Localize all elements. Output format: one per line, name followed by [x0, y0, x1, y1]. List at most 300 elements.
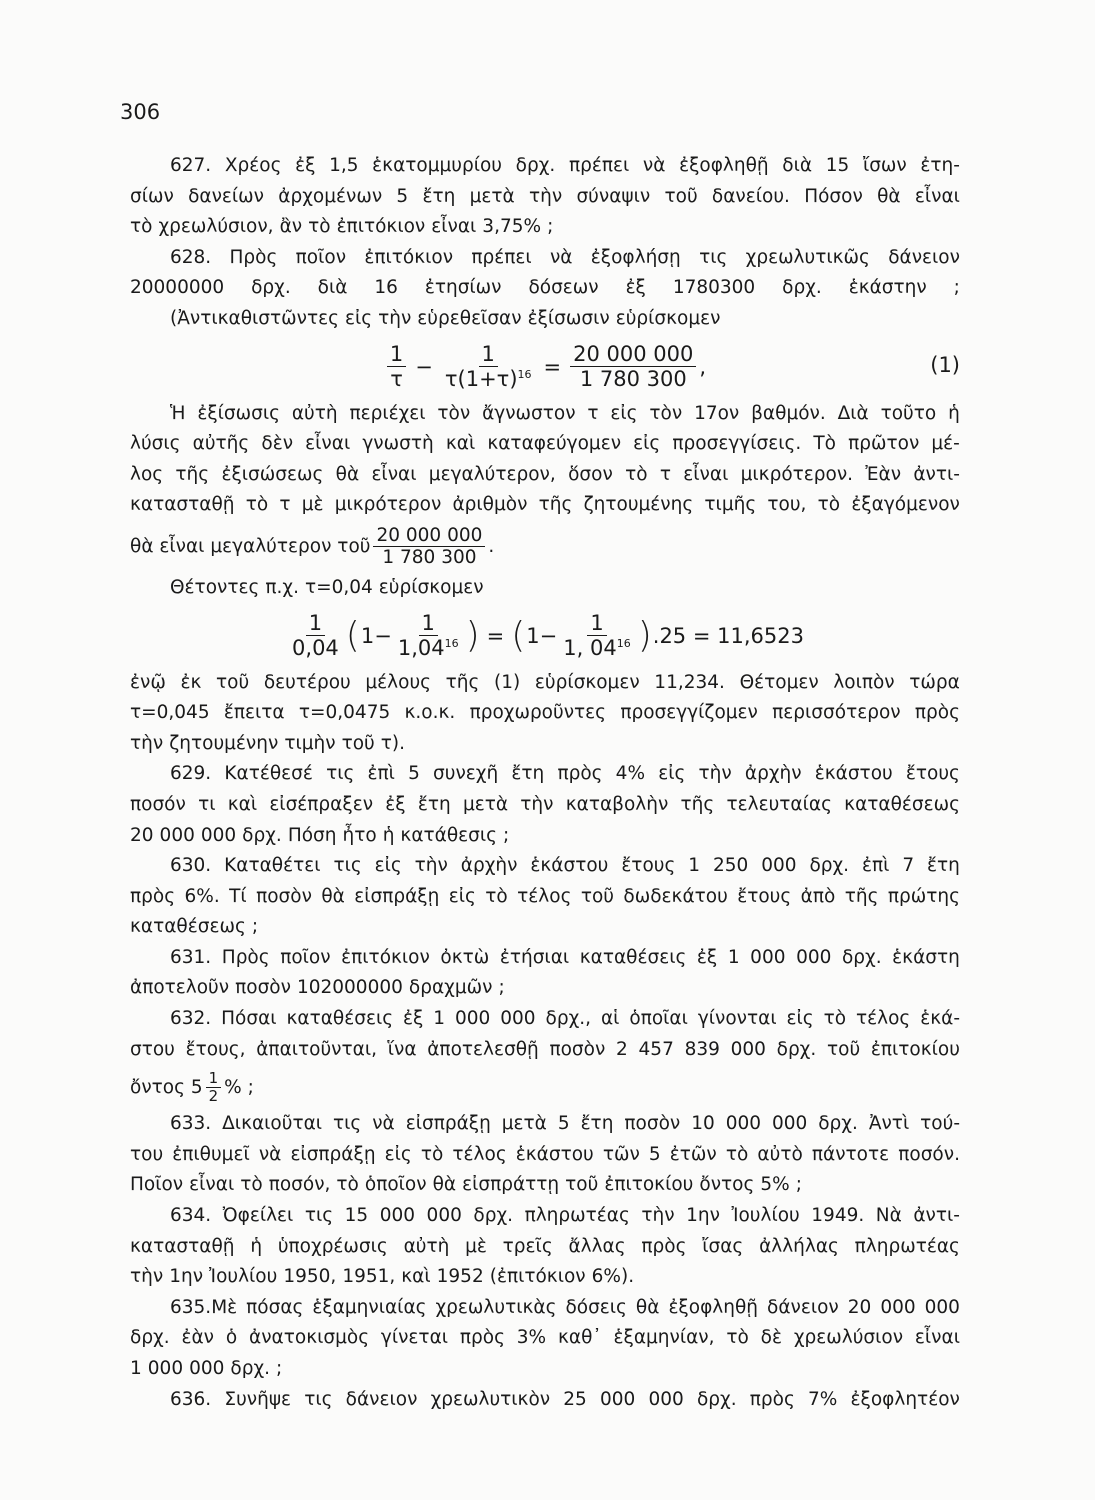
problem-629	[130, 759, 960, 851]
word: καταθέσεως	[130, 916, 246, 938]
word: ἑκάστου	[515, 1143, 594, 1165]
word: Θέτοντες	[170, 576, 260, 598]
word: ἀντι-	[913, 1205, 960, 1227]
text-line	[130, 943, 960, 974]
word: 20	[847, 1296, 872, 1318]
word: εἰς	[374, 855, 402, 877]
word: 5	[557, 1113, 570, 1135]
word: δανείων	[188, 185, 265, 207]
word: δρχ.	[809, 855, 850, 877]
word: τοῦτο	[880, 402, 937, 424]
word: ἐπὶ	[367, 763, 395, 785]
text-line	[130, 1109, 960, 1140]
word: καθ᾽	[557, 1327, 602, 1349]
word: 630.	[170, 855, 212, 877]
word: 10	[691, 1113, 715, 1135]
word: εἰς	[786, 1008, 814, 1030]
word: Καταθέτει	[224, 855, 321, 877]
word: ἐξοφληθῇ	[679, 155, 769, 176]
word: δρχ.	[230, 1358, 271, 1379]
word: ποῖον	[280, 946, 331, 968]
word: σύναψιν	[576, 185, 651, 207]
word: πρέπει	[568, 155, 630, 176]
word: 632.	[170, 1008, 212, 1030]
word: αὐτὴ	[403, 1235, 450, 1257]
one: 1	[360, 623, 375, 648]
text-line	[130, 304, 960, 335]
text-line	[130, 1140, 960, 1171]
word: ἐτήσιαι	[499, 946, 570, 968]
word: ἀριθμὸν	[452, 494, 528, 516]
word: χρεωλυτικὰς	[435, 1296, 557, 1318]
word: ἐπιτόκιον	[336, 216, 426, 238]
word: ἑξαμηνιαίας	[312, 1296, 427, 1318]
word: στου	[130, 1038, 175, 1060]
word: ἔτη	[417, 793, 451, 815]
word: τοῦ	[826, 1038, 861, 1060]
minus-sign: −	[415, 354, 433, 379]
word: 000	[880, 1296, 916, 1318]
word: εἰσπράξῃ	[405, 1113, 491, 1135]
page-content	[130, 151, 960, 1415]
word: πόσας	[246, 1296, 304, 1318]
word: ἐξ	[403, 1008, 424, 1030]
word: ἀλλήλας	[759, 1235, 839, 1257]
word: εἶναι	[914, 1327, 960, 1349]
word: ἡ	[948, 402, 960, 424]
word: τὸν	[437, 402, 471, 424]
word: 000	[189, 1358, 225, 1379]
word: πρὸς	[641, 1235, 687, 1257]
text-line	[130, 698, 960, 729]
word: τὸ	[336, 1174, 359, 1196]
word: γίνονται	[697, 1008, 777, 1030]
word: ἔτη	[511, 763, 545, 785]
word: νὰ	[258, 1143, 282, 1165]
text-line	[130, 1004, 960, 1035]
word: 000	[147, 1358, 184, 1379]
word: κατασταθῇ	[130, 494, 235, 516]
word: δόσεων	[528, 277, 599, 299]
word: (ἐπιτόκιον	[489, 1266, 586, 1288]
word: 2	[616, 1038, 628, 1060]
word: δραχμῶν	[408, 977, 493, 999]
word: ἐξοφλήσῃ	[590, 246, 681, 268]
word: ἑκάστου	[530, 855, 609, 877]
word: θὰ	[635, 1296, 660, 1318]
word: πληρωτέας	[524, 1205, 630, 1227]
word: 1780300	[672, 277, 756, 299]
text-line	[130, 882, 960, 913]
word: τοῦ	[580, 885, 615, 907]
word: 631.	[170, 946, 212, 968]
word: εἶναι	[305, 433, 351, 455]
word: ἡ	[382, 824, 395, 846]
word: τὸν	[649, 402, 683, 424]
word: εἰσέπραξεν	[269, 793, 374, 815]
word: αἱ	[600, 1008, 620, 1030]
word: δάνειον	[888, 246, 960, 268]
word: Ἐὰν	[865, 463, 902, 485]
word: θὰ	[432, 1174, 457, 1196]
left-paren: (	[511, 614, 526, 656]
word: ἀρχὴν	[460, 855, 518, 877]
word: ἔτους,	[185, 1038, 246, 1060]
word: 11,234.	[654, 671, 725, 693]
word: τὸ	[726, 1327, 749, 1349]
word: ;	[795, 1174, 802, 1196]
text-line	[130, 1201, 960, 1232]
text-line	[130, 821, 960, 852]
word: ἐπιτόκιον	[341, 946, 430, 968]
word: 628.	[170, 246, 212, 268]
word: τὴν	[130, 1266, 164, 1288]
word: 1	[130, 1358, 142, 1379]
word: τὸ	[240, 1174, 263, 1196]
word: ἐτησίων	[424, 277, 502, 299]
word: 1	[688, 855, 701, 877]
text-line	[130, 851, 960, 882]
word: 1951,	[342, 1266, 396, 1288]
minus-sign: −	[539, 623, 558, 648]
word: μετὰ	[462, 793, 509, 815]
word: θὰ	[877, 185, 901, 207]
word: εἰς	[344, 307, 373, 329]
word: τ	[659, 463, 671, 485]
word: τὴν	[130, 732, 164, 754]
word: μετὰ	[469, 185, 515, 207]
word: τὸ	[817, 494, 841, 516]
word: ποσὸν	[624, 1113, 681, 1135]
word: δρχ.	[242, 824, 282, 846]
word: χρεωλύσιον,	[158, 216, 274, 238]
word: τὸ	[625, 463, 648, 485]
word: δρχ.	[130, 1327, 170, 1349]
word: Ἰουλίου	[209, 1266, 278, 1288]
word: ποσὸν	[256, 885, 312, 907]
word: ἐξοφλητέον	[850, 1388, 960, 1410]
word: 000	[500, 1008, 536, 1030]
word: τ	[587, 402, 599, 424]
word: τιμῆς	[704, 494, 757, 516]
word: 6%.	[184, 885, 220, 907]
word: Συνῆψε	[224, 1388, 292, 1410]
word: ἀντι-	[913, 463, 960, 485]
word: εἶναι	[683, 463, 729, 485]
word: 15	[825, 155, 850, 176]
text-line	[130, 273, 960, 304]
word: πρὸς	[459, 1327, 505, 1349]
problem-630	[130, 851, 960, 943]
word: ἐπιτοκίου	[604, 1174, 694, 1196]
word: 1949.	[811, 1205, 865, 1227]
word: τὴν	[698, 763, 732, 785]
word: ἐνῷ	[130, 671, 166, 693]
word: 3,75%	[482, 216, 542, 238]
denominator: τ	[390, 367, 403, 392]
word: ἀνατοκισμὸς	[249, 1327, 370, 1349]
word: περιέχει	[349, 402, 426, 424]
result: .25 = 11,6523	[652, 623, 804, 648]
word: θὰ	[321, 885, 345, 907]
word: πρὸς	[557, 763, 603, 785]
word: 000	[796, 946, 832, 968]
word: 000	[725, 1113, 761, 1135]
word: τῆς	[844, 885, 879, 907]
word: 000	[200, 824, 237, 846]
denominator: 2	[208, 1086, 219, 1105]
word: ἐξ	[696, 946, 718, 968]
word: πρώτης	[887, 885, 960, 907]
word: Χρέος	[224, 155, 282, 176]
word: τὸ	[130, 216, 153, 238]
word: τῆς	[538, 494, 573, 516]
word: ἐξαγόμενον	[851, 494, 960, 516]
word: ἀπὸ	[800, 885, 836, 907]
word: καταθέσεις	[579, 946, 687, 968]
minus-sign: −	[374, 623, 392, 648]
problem-628	[130, 243, 960, 760]
word: δὲν	[261, 433, 294, 455]
word: τὴν	[641, 1205, 675, 1227]
word: εὑρίσκομεν	[615, 307, 721, 329]
word: 627.	[170, 155, 212, 176]
word: ἐπιτόκιον	[364, 246, 454, 268]
word: 000	[379, 1205, 416, 1227]
word: δωδεκάτου	[623, 885, 728, 907]
word: ἐπὶ	[862, 855, 890, 877]
problem-633	[130, 1109, 960, 1201]
denominator-base: 1,04	[397, 636, 445, 661]
word: Ἰουλίου	[731, 1205, 800, 1227]
word: (1)	[494, 671, 521, 693]
word: δάνειον	[345, 1388, 418, 1410]
word: 000	[750, 946, 786, 968]
word: 102000000	[296, 977, 403, 999]
text-line	[130, 1170, 960, 1201]
word: (Ἀντικαθιστῶντες	[170, 307, 339, 329]
word: ἔπειτα	[223, 702, 285, 724]
word: τις	[333, 1113, 362, 1135]
word: Ποῖον	[130, 1174, 184, 1196]
word: ὄντος	[699, 1174, 755, 1196]
word: ἐτη-	[920, 155, 960, 176]
text-line	[130, 729, 960, 760]
equation-1	[130, 335, 960, 399]
word: δὲ	[760, 1327, 782, 1349]
word: εἰσπράξῃ	[290, 1143, 376, 1165]
word: μὲ	[465, 1235, 487, 1257]
word: τώρα	[909, 671, 960, 693]
word: μὲ	[301, 494, 324, 516]
word: τὴν	[528, 185, 563, 207]
word: καταφεύγομεν	[487, 433, 622, 455]
word: ἐξισώσεως	[221, 463, 324, 485]
word: ἐτῶν	[669, 1143, 717, 1165]
word: ἡ	[250, 1235, 263, 1257]
word: Τὸ	[813, 433, 836, 455]
fraction	[570, 342, 696, 391]
word: ἀρχομένων	[278, 185, 383, 207]
right-paren: )	[637, 614, 652, 656]
denominator: 1 780 300	[579, 367, 687, 392]
word: δάνειον	[767, 1296, 839, 1318]
word: 000	[730, 1038, 766, 1060]
equals-sign: =	[543, 354, 562, 379]
word: Νὰ	[875, 1205, 902, 1227]
exponent: 16	[444, 637, 459, 651]
word: δόσεις	[565, 1296, 627, 1318]
word: μικρότερον.	[740, 463, 854, 485]
word: ποσόν,	[268, 1174, 331, 1196]
word: 16	[374, 277, 398, 299]
text-line	[130, 1385, 960, 1416]
word: ;	[503, 824, 510, 846]
word: μέλους	[365, 671, 432, 693]
word: περισσότερον	[772, 702, 901, 724]
word: εὑρίσκομεν	[378, 576, 484, 598]
word: ;	[251, 916, 259, 938]
fraction	[289, 611, 342, 660]
word: 6%).	[591, 1266, 635, 1288]
text-line	[130, 182, 960, 213]
numerator: 1	[587, 611, 606, 636]
word: γνωστὴ	[362, 433, 434, 455]
word: καταθέσεως	[844, 793, 960, 815]
word: νὰ	[549, 246, 573, 268]
word: τέλος	[452, 1143, 507, 1165]
word: 636.	[170, 1388, 212, 1410]
word: ἐπιθυμεῖ	[172, 1143, 250, 1165]
text-line	[130, 212, 960, 243]
word: ;	[953, 277, 960, 299]
word: τὸ	[245, 494, 269, 516]
word: Πόσαι	[221, 1008, 277, 1030]
word: ἀπαιτοῦνται,	[256, 1038, 377, 1060]
word: 250	[712, 855, 749, 877]
denominator: 1 780 300	[382, 547, 477, 569]
word: καταβολὴν	[565, 793, 669, 815]
word: 457	[638, 1038, 674, 1060]
numerator: 1	[387, 342, 406, 367]
text-line	[130, 460, 960, 491]
word: ἴσων	[862, 155, 907, 176]
word: 1,5	[329, 155, 359, 176]
numerator: 1	[306, 611, 325, 636]
word: 1	[433, 1008, 446, 1030]
word: ζητουμένης	[583, 494, 694, 516]
word: δευτέρου	[263, 671, 351, 693]
problem-631	[130, 943, 960, 1004]
word: εἶναι	[371, 463, 417, 485]
exponent: 16	[616, 637, 631, 651]
word: 000	[924, 1296, 960, 1318]
word: εἶναι	[189, 1174, 235, 1196]
word: του,	[767, 494, 807, 516]
text-line	[130, 973, 960, 1004]
text-line	[130, 151, 960, 182]
word: καὶ	[445, 433, 476, 455]
word: Θέτομεν	[739, 671, 819, 693]
word: ἐπιτοκίου	[870, 1038, 960, 1060]
word: κ.ο.κ.	[404, 702, 456, 724]
word: προσεγγίζομεν	[620, 702, 758, 724]
word: ὁποῖαι	[629, 1008, 688, 1030]
word: ὁποῖον	[364, 1174, 427, 1196]
word: 629.	[170, 763, 212, 785]
word: ἑκά-	[920, 1008, 960, 1030]
denominator-base: τ(1+τ)	[444, 367, 518, 392]
word: ἔτη	[422, 185, 456, 207]
fraction	[560, 611, 633, 660]
word: τοῦ	[216, 671, 250, 693]
word: Ἡ	[170, 402, 186, 424]
word: τ=0,04	[304, 576, 373, 598]
word: 000	[455, 1008, 491, 1030]
word: τις	[326, 763, 355, 785]
word: εὑρεθεῖσαν	[417, 307, 522, 329]
word: ἑκατομμυρίου	[372, 155, 502, 176]
word: τὴν	[520, 793, 554, 815]
word: δρχ.	[696, 1388, 737, 1410]
word: προχωροῦντες	[469, 702, 607, 724]
word: τὸ	[420, 1143, 444, 1165]
text-line	[130, 1262, 960, 1293]
word: ἄλλας	[568, 1235, 626, 1257]
right-paren: )	[465, 614, 480, 656]
word: Διὰ	[837, 402, 869, 424]
word: ἑκάστην	[848, 277, 927, 299]
word: λύσις	[130, 433, 181, 455]
problem-635	[130, 1293, 960, 1385]
word: τέλος	[517, 885, 572, 907]
word: τῆς	[175, 463, 210, 485]
word: τρεῖς	[502, 1235, 553, 1257]
word: ἦτο	[342, 824, 377, 846]
word: 17ον	[694, 402, 740, 424]
denominator: 0,04	[292, 636, 339, 661]
text-line	[130, 243, 960, 274]
left-paren: (	[345, 614, 360, 656]
word: τι	[198, 793, 216, 815]
word: ἐξ	[295, 155, 316, 176]
word: Πρὸς	[229, 246, 278, 268]
word: ἔτη	[927, 855, 960, 877]
word: ἑκάστου	[814, 763, 893, 785]
word: ἀρχὴν	[744, 763, 802, 785]
text-line	[130, 399, 960, 430]
word: τού-	[920, 1113, 960, 1135]
word: 1950,	[283, 1266, 337, 1288]
equation-2	[130, 604, 960, 668]
word: τ).	[380, 732, 405, 754]
word: ἀποτελοῦν	[130, 977, 230, 999]
word: 5	[648, 1143, 661, 1165]
word: χρεωλύσιον	[793, 1327, 904, 1349]
word: τῆς	[680, 793, 715, 815]
word: ποῖον	[295, 246, 347, 268]
period: .	[488, 536, 495, 558]
denominator	[560, 636, 633, 660]
word: δρχ.	[841, 946, 882, 968]
word: ἐξ	[385, 793, 406, 815]
text: ὄντος 5	[130, 1076, 203, 1098]
word: 25	[563, 1388, 587, 1410]
word: 15	[344, 1205, 369, 1227]
word: π.χ.	[265, 576, 299, 598]
numerator: 1	[479, 342, 498, 367]
word: ἴσας	[702, 1235, 744, 1257]
